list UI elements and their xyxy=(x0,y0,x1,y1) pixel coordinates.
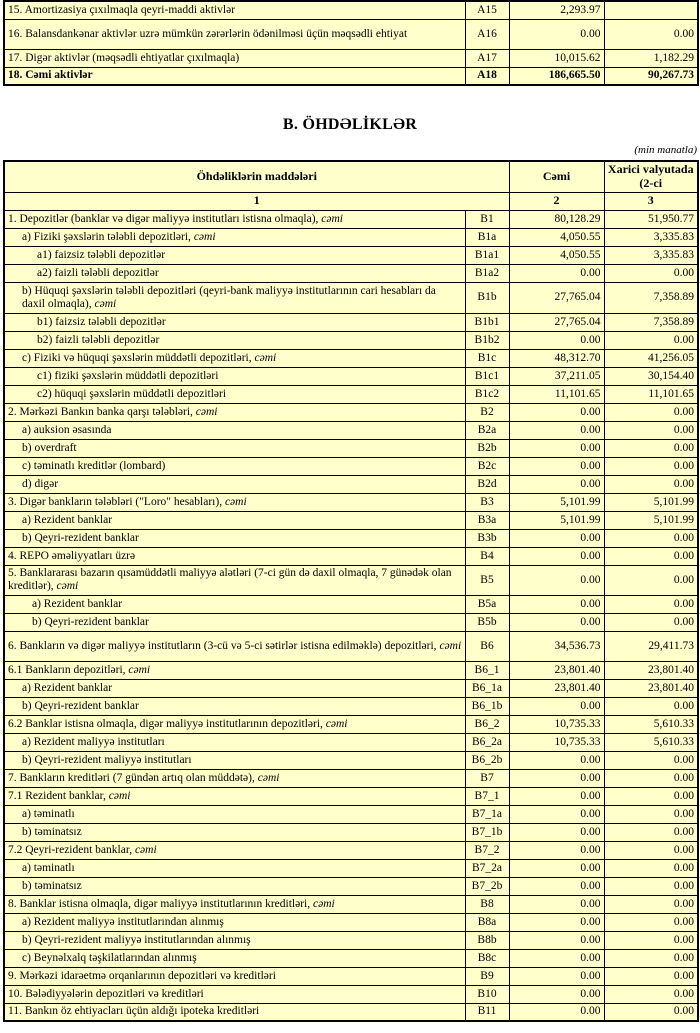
value-total: 0.00 xyxy=(509,19,604,49)
value-total: 4,050.55 xyxy=(509,246,604,264)
item-code: B1b xyxy=(465,282,509,313)
value-total: 0.00 xyxy=(509,877,604,895)
item-label: b1) faizsiz tələbli depozitlər xyxy=(4,313,465,331)
item-label: b) Qeyri-rezident banklar xyxy=(4,697,465,715)
value-total: 10,735.33 xyxy=(509,733,604,751)
value-total: 27,765.04 xyxy=(509,313,604,331)
value-foreign-currency: 23,801.40 xyxy=(604,661,698,679)
table-row xyxy=(4,439,698,457)
value-foreign-currency: 0.00 xyxy=(604,439,698,457)
value-foreign-currency: 1,182.29 xyxy=(604,49,698,67)
col-number-3: 3 xyxy=(604,192,698,210)
item-label: b2) faizli tələbli depozitlər xyxy=(4,331,465,349)
item-code: B8 xyxy=(465,895,509,913)
item-label: 6. Bankların və digər maliyyə institutların (3-cü və 5-ci sətirlər istisna edilməklə) depozitləri, cəmi xyxy=(4,631,465,661)
value-foreign-currency: 3,335.83 xyxy=(604,228,698,246)
table-row xyxy=(4,661,698,679)
item-label: a) təminatlı xyxy=(4,805,465,823)
item-code: B1a1 xyxy=(465,246,509,264)
item-label: 18. Cəmi aktivlər xyxy=(4,67,465,85)
item-code: B1b2 xyxy=(465,331,509,349)
assets-table xyxy=(3,0,699,86)
item-code: B3 xyxy=(465,493,509,511)
item-code: B6_2 xyxy=(465,715,509,733)
value-total: 4,050.55 xyxy=(509,228,604,246)
item-label: a1) faizsiz tələbli depozitlər xyxy=(4,246,465,264)
value-foreign-currency: 11,101.65 xyxy=(604,385,698,403)
table-row xyxy=(4,595,698,613)
item-label: b) Qeyri-rezident banklar xyxy=(4,613,465,631)
table-row xyxy=(4,733,698,751)
item-code: B11 xyxy=(465,1003,509,1021)
value-total: 186,665.50 xyxy=(509,67,604,85)
item-label: b) təminatsız xyxy=(4,877,465,895)
item-code: A17 xyxy=(465,49,509,67)
value-total: 0.00 xyxy=(509,475,604,493)
item-label: a) Rezident banklar xyxy=(4,595,465,613)
value-total: 0.00 xyxy=(509,457,604,475)
table-row xyxy=(4,19,698,49)
col-header-total: Cəmi xyxy=(509,161,604,192)
value-total: 37,211.05 xyxy=(509,367,604,385)
item-code: B2b xyxy=(465,439,509,457)
value-foreign-currency: 5,610.33 xyxy=(604,715,698,733)
value-foreign-currency: 0.00 xyxy=(604,19,698,49)
value-total: 0.00 xyxy=(509,421,604,439)
item-label-italic-suffix: cəmi xyxy=(128,663,151,676)
col-number-2: 2 xyxy=(509,192,604,210)
unit-note: (min manatla) xyxy=(634,144,697,156)
value-total: 0.00 xyxy=(509,595,604,613)
value-foreign-currency: 0.00 xyxy=(604,751,698,769)
value-total: 0.00 xyxy=(509,985,604,1003)
table-row xyxy=(4,913,698,931)
value-total: 0.00 xyxy=(509,751,604,769)
item-label-italic-suffix: cəmi xyxy=(193,230,216,243)
value-foreign-currency: 0.00 xyxy=(604,697,698,715)
table-row xyxy=(4,679,698,697)
table-row xyxy=(4,787,698,805)
item-label: b) Qeyri-rezident banklar xyxy=(4,529,465,547)
item-label-italic-suffix: cəmi xyxy=(224,495,247,508)
table-row xyxy=(4,895,698,913)
item-code: B2a xyxy=(465,421,509,439)
item-label: a) Rezident banklar xyxy=(4,679,465,697)
table-row xyxy=(4,631,698,661)
table-row xyxy=(4,511,698,529)
item-label: 15. Amortizasiya çıxılmaqla qeyri-maddi aktivlər xyxy=(4,1,465,19)
item-code: B8b xyxy=(465,931,509,949)
table-row xyxy=(4,769,698,787)
value-foreign-currency: 5,101.99 xyxy=(604,511,698,529)
item-code: B1a2 xyxy=(465,264,509,282)
table-row xyxy=(4,228,698,246)
item-label: c) Beynəlxalq təşkilatlarından alınmış xyxy=(4,949,465,967)
value-foreign-currency xyxy=(604,1,698,19)
item-label: 10. Bələdiyyələrin depozitləri və kreditləri xyxy=(4,985,465,1003)
item-code: B1 xyxy=(465,210,509,228)
table-row xyxy=(4,457,698,475)
value-total: 0.00 xyxy=(509,264,604,282)
table-row xyxy=(4,967,698,985)
value-total: 80,128.29 xyxy=(509,210,604,228)
item-label: 9. Mərkəzi idarəetmə orqanlarının depozitləri və kreditləri xyxy=(4,967,465,985)
value-total: 0.00 xyxy=(509,859,604,877)
value-total: 11,101.65 xyxy=(509,385,604,403)
item-code: B3b xyxy=(465,529,509,547)
table-row xyxy=(4,385,698,403)
item-code: B3a xyxy=(465,511,509,529)
value-foreign-currency: 0.00 xyxy=(604,264,698,282)
value-total: 0.00 xyxy=(509,439,604,457)
item-label: d) digər xyxy=(4,475,465,493)
item-label: 8. Banklar istisna olmaqla, digər maliyyə institutlarının kreditləri, cəmi xyxy=(4,895,465,913)
item-label: 2. Mərkəzi Bankın banka qarşı tələbləri, cəmi xyxy=(4,403,465,421)
table-row xyxy=(4,565,698,595)
item-code: B6_1a xyxy=(465,679,509,697)
value-foreign-currency: 0.00 xyxy=(604,877,698,895)
table-row xyxy=(4,841,698,859)
item-label: c1) fiziki şəxslərin müddətli depozitləri xyxy=(4,367,465,385)
table-row xyxy=(4,985,698,1003)
value-total: 23,801.40 xyxy=(509,661,604,679)
item-label: b) overdraft xyxy=(4,439,465,457)
table-row xyxy=(4,67,698,85)
value-total: 0.00 xyxy=(509,823,604,841)
value-total: 0.00 xyxy=(509,967,604,985)
item-code: B6_1 xyxy=(465,661,509,679)
value-total: 0.00 xyxy=(509,547,604,565)
value-foreign-currency: 0.00 xyxy=(604,859,698,877)
table-row xyxy=(4,715,698,733)
value-total: 10,015.62 xyxy=(509,49,604,67)
value-foreign-currency: 0.00 xyxy=(604,841,698,859)
value-foreign-currency: 0.00 xyxy=(604,895,698,913)
item-label: 3. Digər bankların tələbləri ("Loro" hesabları), cəmi xyxy=(4,493,465,511)
item-label: c) təminatlı kreditlər (lombard) xyxy=(4,457,465,475)
item-code: A18 xyxy=(465,67,509,85)
item-label: b) Qeyri-rezident maliyyə institutları xyxy=(4,751,465,769)
value-foreign-currency: 0.00 xyxy=(604,967,698,985)
item-label-italic-suffix: cəmi xyxy=(254,351,277,364)
value-total: 0.00 xyxy=(509,769,604,787)
item-label: a) təminatlı xyxy=(4,859,465,877)
value-foreign-currency: 0.00 xyxy=(604,475,698,493)
table-row xyxy=(4,547,698,565)
value-total: 5,101.99 xyxy=(509,511,604,529)
value-foreign-currency: 30,154.40 xyxy=(604,367,698,385)
item-label: c2) hüquqi şəxslərin müddətli depozitləri xyxy=(4,385,465,403)
item-label: 16. Balansdankənar aktivlər uzrə mümkün zərərlərin ödənilməsi üçün məqsədli ehtiyat xyxy=(4,19,465,49)
col-number-1: 1 xyxy=(4,192,509,210)
table-row xyxy=(4,210,698,228)
item-label: a2) faizli tələbli depozitlər xyxy=(4,264,465,282)
table-row xyxy=(4,246,698,264)
item-label: a) Rezident maliyyə institutlarından alınmış xyxy=(4,913,465,931)
item-label-italic-suffix: cəmi xyxy=(134,843,157,856)
value-total: 0.00 xyxy=(509,331,604,349)
item-code: B5a xyxy=(465,595,509,613)
item-code: B2 xyxy=(465,403,509,421)
table-row xyxy=(4,475,698,493)
item-label: a) auksion əsasında xyxy=(4,421,465,439)
value-foreign-currency: 0.00 xyxy=(604,457,698,475)
table-row xyxy=(4,421,698,439)
table-row xyxy=(4,805,698,823)
value-foreign-currency: 7,358.89 xyxy=(604,313,698,331)
value-foreign-currency: 29,411.73 xyxy=(604,631,698,661)
value-foreign-currency: 0.00 xyxy=(604,595,698,613)
table-row xyxy=(4,493,698,511)
value-total: 2,293.97 xyxy=(509,1,604,19)
col-header-items: Öhdəliklərin maddələri xyxy=(4,161,509,192)
value-foreign-currency: 5,101.99 xyxy=(604,493,698,511)
value-total: 0.00 xyxy=(509,931,604,949)
value-foreign-currency: 0.00 xyxy=(604,547,698,565)
value-foreign-currency: 0.00 xyxy=(604,823,698,841)
item-label: a) Fiziki şəxslərin tələbli depozitləri, cəmi xyxy=(4,228,465,246)
item-label: 11. Bankın öz ehtiyacları üçün aldığı ipoteka kreditləri xyxy=(4,1003,465,1021)
item-code: B4 xyxy=(465,547,509,565)
value-total: 34,536.73 xyxy=(509,631,604,661)
item-label-italic-suffix: cəmi xyxy=(257,771,280,784)
item-label-italic-suffix: cəmi xyxy=(325,717,348,730)
value-foreign-currency: 0.00 xyxy=(604,769,698,787)
value-total: 23,801.40 xyxy=(509,679,604,697)
item-code: B8c xyxy=(465,949,509,967)
table-row xyxy=(4,349,698,367)
item-code: B2c xyxy=(465,457,509,475)
item-label: 4. REPO əməliyyatları üzrə xyxy=(4,547,465,565)
item-label: b) Hüquqi şəxslərin tələbli depozitləri (qeyri-bank maliyyə institutlarının cari hesabları da daxil olmaqla), cəmi xyxy=(4,282,465,313)
item-code: B10 xyxy=(465,985,509,1003)
item-label: 6.1 Bankların depozitləri, cəmi xyxy=(4,661,465,679)
value-total: 0.00 xyxy=(509,787,604,805)
value-foreign-currency: 0.00 xyxy=(604,565,698,595)
item-code: B7 xyxy=(465,769,509,787)
item-code: B2d xyxy=(465,475,509,493)
value-total: 0.00 xyxy=(509,403,604,421)
item-label: b) təminatsız xyxy=(4,823,465,841)
item-label: c) Fiziki və hüquqi şəxslərin müddətli depozitləri, cəmi xyxy=(4,349,465,367)
value-foreign-currency: 7,358.89 xyxy=(604,282,698,313)
table-row xyxy=(4,264,698,282)
value-foreign-currency: 51,950.77 xyxy=(604,210,698,228)
table-row xyxy=(4,282,698,313)
item-label-italic-suffix: cəmi xyxy=(94,297,117,310)
value-total: 0.00 xyxy=(509,1003,604,1021)
item-code: B6_1b xyxy=(465,697,509,715)
value-foreign-currency: 90,267.73 xyxy=(604,67,698,85)
item-code: B9 xyxy=(465,967,509,985)
value-foreign-currency: 23,801.40 xyxy=(604,679,698,697)
value-foreign-currency: 0.00 xyxy=(604,613,698,631)
value-foreign-currency: 0.00 xyxy=(604,421,698,439)
item-label-italic-suffix: cəmi xyxy=(321,212,344,225)
item-code: B6_2a xyxy=(465,733,509,751)
table-row xyxy=(4,529,698,547)
value-total: 0.00 xyxy=(509,697,604,715)
table-row xyxy=(4,877,698,895)
table-row xyxy=(4,859,698,877)
table-row xyxy=(4,1003,698,1021)
item-label: 7.1 Rezident banklar, cəmi xyxy=(4,787,465,805)
item-label-italic-suffix: cəmi xyxy=(56,580,79,592)
value-total: 0.00 xyxy=(509,949,604,967)
item-code: B7_1 xyxy=(465,787,509,805)
item-code: A15 xyxy=(465,1,509,19)
item-label-italic-suffix: cəmi xyxy=(195,405,218,418)
item-code: B1b1 xyxy=(465,313,509,331)
item-label: 5. Banklararası bazarın qısamüddətli maliyyə alətləri (7-ci gün də daxil olmaqla, 7 günədək olan kreditlər), cəmi xyxy=(4,565,465,595)
column-number-row xyxy=(4,192,698,210)
item-label: 6.2 Banklar istisna olmaqla, digər maliyyə institutlarının depozitləri, cəmi xyxy=(4,715,465,733)
item-label: 17. Digər aktivlər (məqsədli ehtiyatlar çıxılmaqla) xyxy=(4,49,465,67)
table-row xyxy=(4,313,698,331)
table-row xyxy=(4,331,698,349)
value-total: 0.00 xyxy=(509,565,604,595)
item-code: B8a xyxy=(465,913,509,931)
value-foreign-currency: 3,335.83 xyxy=(604,246,698,264)
value-total: 0.00 xyxy=(509,529,604,547)
item-label: a) Rezident maliyyə institutları xyxy=(4,733,465,751)
item-code: B5 xyxy=(465,565,509,595)
item-label-italic-suffix: cəmi xyxy=(313,897,335,910)
item-code: B7_1a xyxy=(465,805,509,823)
item-code: B5b xyxy=(465,613,509,631)
item-label: 7. Bankların kreditləri (7 gündən artıq olan müddətə), cəmi xyxy=(4,769,465,787)
table-row xyxy=(4,931,698,949)
item-label-italic-suffix: cəmi xyxy=(439,639,462,652)
item-label: b) Qeyri-rezident maliyyə institutlarından alınmış xyxy=(4,931,465,949)
value-foreign-currency: 5,610.33 xyxy=(604,733,698,751)
item-code: B7_2a xyxy=(465,859,509,877)
item-code: B1c2 xyxy=(465,385,509,403)
table-row xyxy=(4,697,698,715)
value-total: 0.00 xyxy=(509,841,604,859)
value-total: 10,735.33 xyxy=(509,715,604,733)
value-foreign-currency: 0.00 xyxy=(604,913,698,931)
value-total: 0.00 xyxy=(509,805,604,823)
section-title: B. ÖHDƏLİKLƏR xyxy=(282,116,418,133)
col-header-foreign: Xarici valyutada (2-ci xyxy=(604,161,698,192)
value-total: 48,312.70 xyxy=(509,349,604,367)
value-foreign-currency: 0.00 xyxy=(604,331,698,349)
item-label: 1. Depozitlər (banklar və digər maliyyə institutları istisna olmaqla), cəmi xyxy=(4,210,465,228)
item-label: a) Rezident banklar xyxy=(4,511,465,529)
value-foreign-currency: 0.00 xyxy=(604,529,698,547)
value-foreign-currency: 0.00 xyxy=(604,985,698,1003)
value-foreign-currency: 0.00 xyxy=(604,805,698,823)
item-label-italic-suffix: cəmi xyxy=(108,789,131,802)
table-row xyxy=(4,949,698,967)
table-row xyxy=(4,403,698,421)
value-foreign-currency: 0.00 xyxy=(604,931,698,949)
item-code: B1c1 xyxy=(465,367,509,385)
item-code: B6_2b xyxy=(465,751,509,769)
item-code: B1c xyxy=(465,349,509,367)
item-code: B7_2b xyxy=(465,877,509,895)
table-row xyxy=(4,613,698,631)
item-label: 7.2 Qeyri-rezident banklar, cəmi xyxy=(4,841,465,859)
table-row xyxy=(4,1,698,19)
value-total: 0.00 xyxy=(509,895,604,913)
value-foreign-currency: 0.00 xyxy=(604,403,698,421)
value-foreign-currency: 0.00 xyxy=(604,949,698,967)
value-total: 0.00 xyxy=(509,913,604,931)
table-row xyxy=(4,823,698,841)
table-row xyxy=(4,49,698,67)
item-code: B7_1b xyxy=(465,823,509,841)
value-total: 27,765.04 xyxy=(509,282,604,313)
table-row xyxy=(4,367,698,385)
value-foreign-currency: 0.00 xyxy=(604,787,698,805)
item-code: B7_2 xyxy=(465,841,509,859)
value-total: 5,101.99 xyxy=(509,493,604,511)
item-code: B6 xyxy=(465,631,509,661)
liabilities-table xyxy=(3,160,699,1022)
item-code: A16 xyxy=(465,19,509,49)
value-total: 0.00 xyxy=(509,613,604,631)
table-row xyxy=(4,751,698,769)
value-foreign-currency: 0.00 xyxy=(604,1003,698,1021)
column-header-row xyxy=(4,161,698,192)
value-foreign-currency: 41,256.05 xyxy=(604,349,698,367)
item-code: B1a xyxy=(465,228,509,246)
